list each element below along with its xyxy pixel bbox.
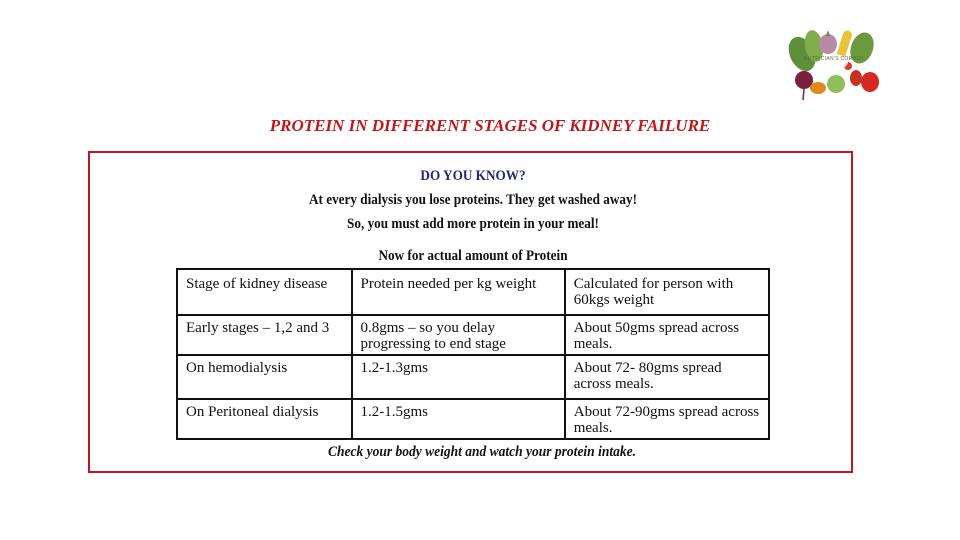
nutrition-logo [784,26,884,102]
cell-calculated: About 72- 80gms spread across meals. [573,360,722,392]
table-title: Now for actual amount of Protein [378,248,568,264]
cell-stage: On hemodialysis [186,360,288,376]
table-cell [352,355,565,399]
cell-protein: 0.8gms – so you delay progressing to end stage [360,320,506,352]
table-row [177,355,769,399]
table-cell [565,399,769,439]
logo-text: NUTRICIAN'S CORNER [804,56,864,62]
header-cell [565,269,769,315]
table-cell [565,315,769,355]
header-stage: Stage of kidney disease [186,276,328,292]
cell-stage: On Peritoneal dialysis [186,404,319,420]
panel-line-2: So, you must add more protein in your meal! [347,216,599,232]
page-title: PROTEIN IN DIFFERENT STAGES OF KIDNEY FAILURE [269,116,711,135]
cell-calculated: About 72-90gms spread across meals. [573,404,760,436]
panel-footer-note: Check your body weight and watch your protein intake. [328,444,636,460]
cell-calculated: About 50gms spread across meals. [573,320,740,352]
table-row [177,315,769,355]
protein-table [176,268,770,440]
table-cell [177,399,352,439]
cell-protein: 1.2-1.5gms [360,404,429,420]
vegetables-illustration-icon [784,26,884,102]
table-cell [177,355,352,399]
header-calculated: Calculated for person with 60kgs weight [573,276,734,308]
panel-line-1: At every dialysis you lose proteins. They get washed away! [308,192,638,208]
header-cell [177,269,352,315]
cell-stage: Early stages – 1,2 and 3 [186,320,330,336]
cell-protein: 1.2-1.3gms [360,360,429,376]
panel-heading: DO YOU KNOW? [420,168,526,184]
table-row [177,399,769,439]
table-header-row [177,269,769,315]
table-cell [352,315,565,355]
table-cell [352,399,565,439]
table-cell [177,315,352,355]
table-cell [565,355,769,399]
header-cell [352,269,565,315]
header-protein-per-kg: Protein needed per kg weight [360,276,537,292]
